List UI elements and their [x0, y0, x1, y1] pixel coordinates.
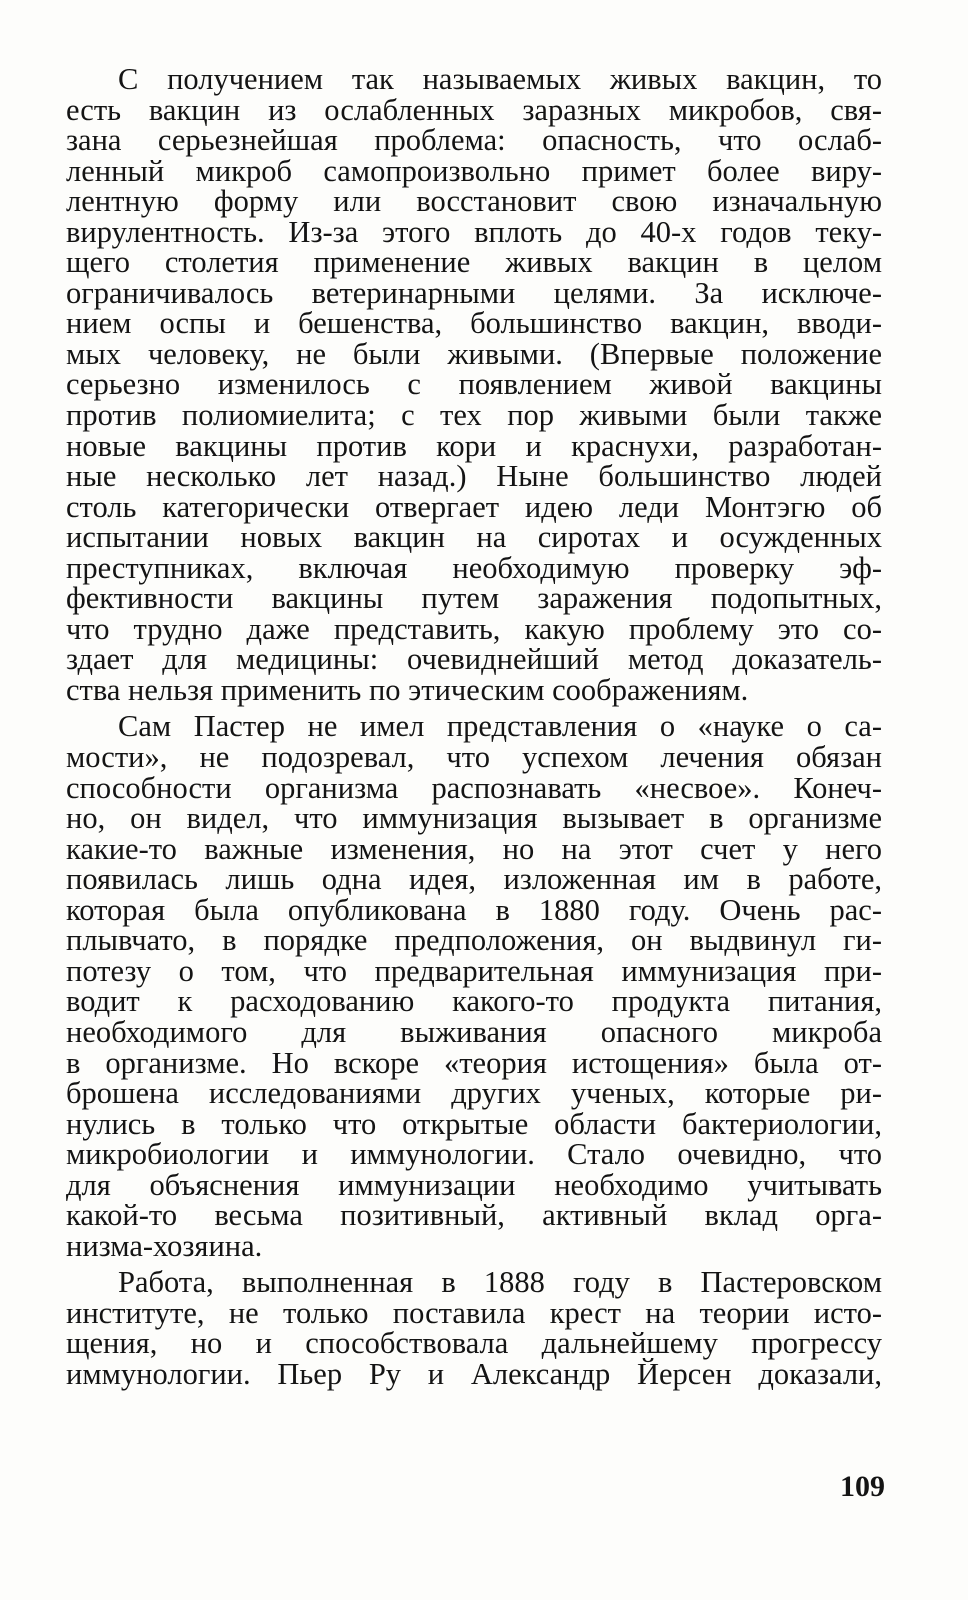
- text-line: низма-хозяина.: [66, 1228, 263, 1263]
- text-line: нулись в только что открытые области бактериологии,: [66, 1106, 882, 1141]
- text-line: появилась лишь одна идея, изложенная им в работе,: [66, 862, 882, 897]
- page-number: 109: [840, 1470, 885, 1503]
- text-line: какие-то важные изменения, но на этот счет у него: [66, 831, 882, 866]
- paragraph-1: [66, 64, 882, 705]
- text-line: испытании новых вакцин на сиротах и осужденных: [66, 520, 882, 555]
- text-line: лентную форму или восстановит свою изначальную: [66, 184, 882, 219]
- text-line: иммунологии. Пьер Ру и Александр Йерсен доказали,: [66, 1356, 882, 1391]
- text-line: институте, не только поставила крест на теории исто-: [66, 1295, 882, 1330]
- text-line: есть вакцин из ослабленных заразных микробов, свя-: [66, 92, 882, 127]
- text-line: С получением так называемых живых вакцин, то: [118, 62, 882, 96]
- text-line: в организме. Но вскоре «теория истощения» была от-: [66, 1045, 882, 1080]
- text-line: против полиомиелита; с тех пор живыми были также: [66, 398, 882, 433]
- text-line: щения, но и способствовала дальнейшему прогрессу: [66, 1326, 882, 1361]
- text-line: которая была опубликована в 1880 году. Очень рас-: [66, 892, 882, 927]
- text-line: здает для медицины: очевиднейший метод доказатель-: [66, 642, 882, 677]
- text-line: брошена исследованиями других ученых, которые ри-: [66, 1076, 882, 1111]
- text-line: преступниках, включая необходимую проверку эф-: [66, 550, 882, 585]
- text-line: серьезно изменилось с появлением живой вакцины: [66, 367, 882, 402]
- body-text: [66, 64, 882, 1390]
- text-line: новые вакцины против кори и краснухи, разработан-: [66, 428, 882, 463]
- text-line: способности организма распознавать «несвое». Конеч-: [66, 770, 882, 805]
- text-line: Работа, выполненная в 1888 году в Пастеровском: [118, 1265, 882, 1300]
- text-line: но, он видел, что иммунизация вызывает в организме: [66, 801, 882, 836]
- text-line: ограничивалось ветеринарными целями. За исключе-: [66, 275, 882, 310]
- text-line: водит к расходованию какого-то продукта питания,: [66, 984, 882, 1019]
- text-line: потезу о том, что предварительная иммунизация при-: [66, 953, 882, 988]
- text-line: вирулентность. Из-за этого вплоть до 40-х годов теку-: [66, 214, 882, 249]
- text-line: ленный микроб самопроизвольно примет более виру-: [66, 153, 882, 188]
- text-line: мости», не подозревал, что успехом лечения обязан: [66, 740, 882, 775]
- text-line: ные несколько лет назад.) Ныне большинство людей: [66, 459, 882, 494]
- paragraph-3: [66, 1267, 882, 1389]
- text-line: Сам Пастер не имел представления о «науке о са-: [118, 709, 882, 744]
- paragraph-2: [66, 711, 882, 1261]
- text-line: необходимого для выживания опасного микроба: [66, 1014, 882, 1049]
- text-line: нием оспы и бешенства, большинство вакцин, вводи-: [66, 306, 882, 341]
- text-line: щего столетия применение живых вакцин в целом: [66, 245, 882, 280]
- text-line: плывчато, в порядке предположения, он выдвинул ги-: [66, 923, 882, 958]
- text-line: зана серьезнейшая проблема: опасность, что ослаб-: [66, 123, 882, 158]
- text-line: столь категорически отвергает идею леди Монтэгю об: [66, 489, 882, 524]
- text-line: для объяснения иммунизации необходимо учитывать: [66, 1167, 882, 1202]
- text-line: ства нельзя применить по этическим соображениям.: [66, 672, 749, 707]
- text-line: что трудно даже представить, какую проблему это со-: [66, 611, 882, 646]
- text-line: микробиологии и иммунологии. Стало очевидно, что: [66, 1137, 882, 1172]
- text-line: фективности вакцины путем заражения подопытных,: [66, 581, 882, 616]
- text-line: мых человеку, не были живыми. (Впервые положение: [66, 336, 882, 371]
- text-line: какой-то весьма позитивный, активный вклад орга-: [66, 1198, 882, 1233]
